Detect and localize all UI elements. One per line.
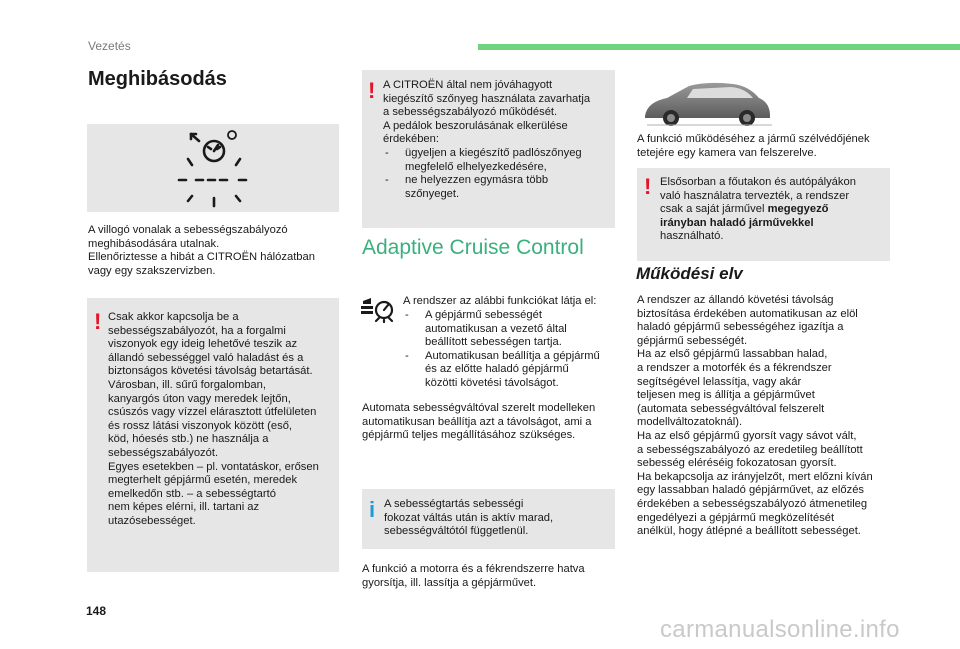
acc-intro: A rendszer az alábbi funkciókat látja el: xyxy=(403,295,597,307)
operating-principle-body: A rendszer az állandó követési távolság biztosítása érdekében automatikusan az elöl haladó gépjármű sebességéhez igazítja a gépjármű sebességét. Ha az első gépjármű lassabban halad, a rendszer a motorfék és a fékrendszer segítségével lelassítja, vagy akár teljesen meg is állítja a gépjárművet (automata sebességváltóval felszerelt modellváltozatoknál). Ha az első gépjármű gyorsít vagy sávot vált, a sebességszabályozó az eredetileg beállított sebesség eléréséig fokozatosan gyorsít. Ha bekapcsolja az irányjelzőt, mert előzni kíván egy lassabban haladó gépjárművet, az előzés érdekében a sebességszabályozó átmenetileg engedélyezi a gépjármű megközelítését anélkül, hogy átlépné a beállított sebességet. xyxy=(637,294,873,538)
list-item: - Automatikusan beállítja a gépjármű és az előtte haladó gépjármű közötti követési távolságot. xyxy=(403,350,618,391)
camera-text: A funkció működéséhez a jármű szélvédőjének tetejére egy kamera van felszerelve. xyxy=(637,133,870,159)
page-title: Meghibásodás xyxy=(88,68,227,90)
road-warning-text xyxy=(660,176,888,244)
gear-info-text: A sebességtartás sebességi fokozat váltás után is aktív marad, sebességváltótól függetlenül. xyxy=(384,498,554,538)
watermark: carmanualsonline.info xyxy=(660,616,900,643)
header-accent-bar xyxy=(478,44,960,50)
adaptive-cruise-control-icon xyxy=(361,294,397,324)
acc-function-list xyxy=(403,309,618,391)
car-illustration-icon xyxy=(637,76,777,128)
speed-limiter-fault-icon xyxy=(87,124,339,212)
fault-description: A villogó vonalak a sebességszabályozó meghibásodására utalnak. Ellenőriztesse a hibát a CITROËN hálózatban vagy egy szakszervizben. xyxy=(88,224,315,277)
carpet-warning-intro: A CITROËN által nem jóváhagyott kiegészítő szőnyeg használata zavarhatja a sebességszabályozó működését. A pedálok beszorulásának elkerülése érdekében: xyxy=(383,79,591,146)
acc-bottom-text: A funkció a motorra és a fékrendszerre hatva gyorsítja, ill. lassítja a gépjárművet. xyxy=(362,563,585,589)
road-warning-bold: megegyező irányban haladó járművekkel xyxy=(660,203,829,229)
info-icon: i xyxy=(369,497,376,522)
road-warning-pre: Elsősorban a főutakon és autópályákon való használatra tervezték, a rendszer csak a saját járművel xyxy=(660,176,856,216)
section-header: Vezetés xyxy=(88,39,131,53)
fault-warning-text: Csak akkor kapcsolja be a sebességszabályozót, ha a forgalmi viszonyok egy ideig lehetővé teszik az állandó sebességgel való haladást és a biztonságos követési távolság betartását. Városban, ill. sűrű forgalomban, kanyargós úton vagy meredek lejtőn, csúszós vagy vízzel elárasztott útfelületen és rossz látási viszonyok között (eső, köd, hóesés stb.) ne használja a sebességszabályozót. Egyes esetekben – pl. vontatáskor, erősen megterhelt gépjármű esetén, meredek emelkedőn stb. – a sebességtartó nem képes elérni, ill. tartani az utazósebességet. xyxy=(108,311,319,527)
section-title-acc: Adaptive Cruise Control xyxy=(362,236,584,259)
road-warning-post: használható. xyxy=(660,230,724,243)
warning-icon: ! xyxy=(644,174,652,199)
warning-icon: ! xyxy=(368,78,376,103)
list-item: - ügyeljen a kiegészítő padlószőnyeg megfelelő elhelyezkedésére, xyxy=(383,147,613,174)
page-number: 148 xyxy=(86,604,107,618)
fault-icon-panel xyxy=(87,124,339,212)
automatic-gearbox-text: Automata sebességváltóval szerelt modelleken automatikusan beállítja azt a távolságot, ami a gépjármű teljes megállításához szükséges. xyxy=(362,402,596,442)
list-item: - ne helyezzen egymásra több szőnyeget. xyxy=(383,174,613,201)
carpet-warning-list xyxy=(383,147,613,201)
warning-icon: ! xyxy=(94,309,102,334)
section-title-operating-principle: Működési elv xyxy=(636,264,743,283)
list-item: - A gépjármű sebességét automatikusan a vezető által beállított sebességen tartja. xyxy=(403,309,618,350)
